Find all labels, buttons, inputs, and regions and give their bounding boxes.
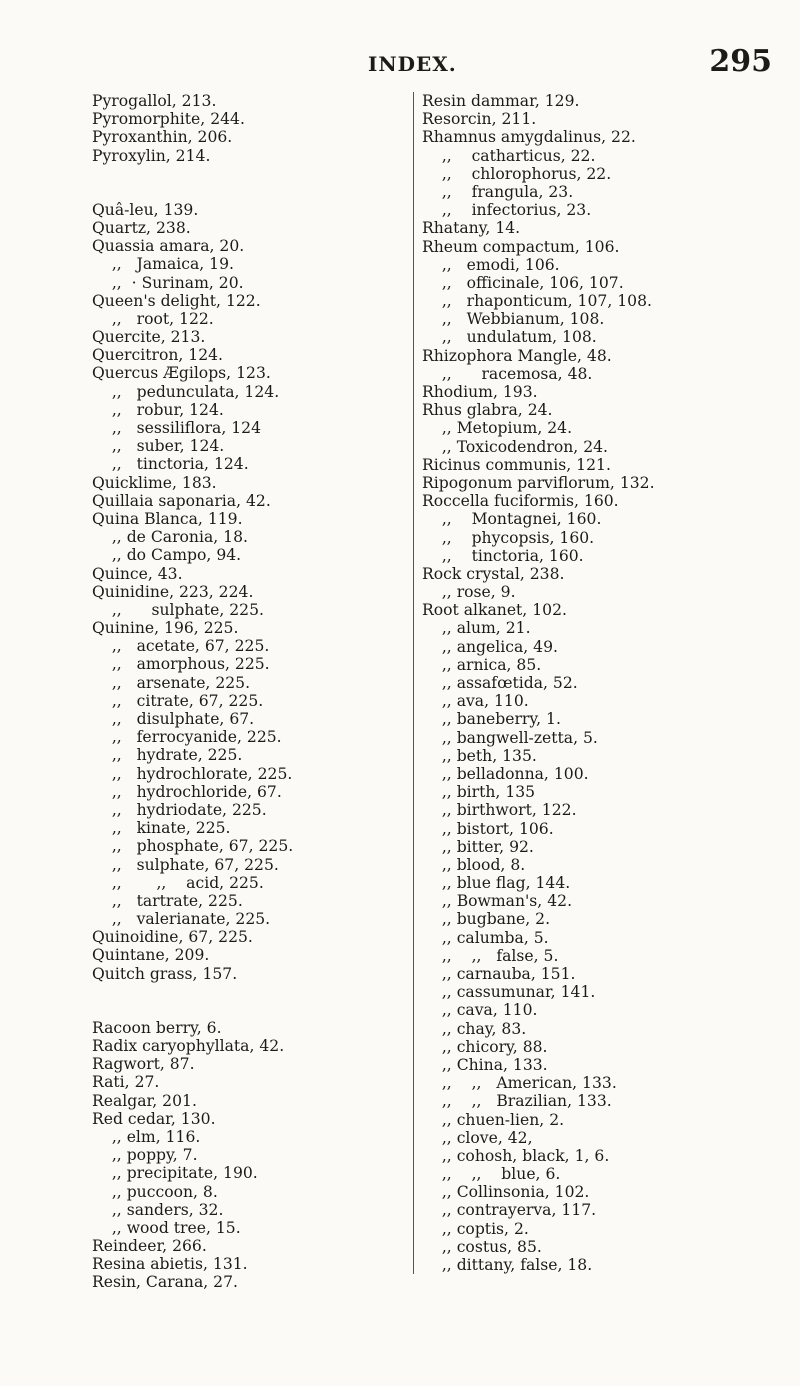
index-entry: ,, ,, blue, 6. (413, 1165, 793, 1183)
index-entry: Resin dammar, 129. (413, 92, 793, 110)
section-gap (92, 165, 402, 201)
index-entry: ,, valerianate, 225. (92, 910, 271, 929)
running-head: INDEX. (368, 52, 457, 76)
index-entry: ,, blue flag, 144. (413, 874, 793, 892)
index-entry: ,, baneberry, 1. (413, 710, 793, 728)
index-entry: ,, bugbane, 2. (413, 910, 793, 928)
index-entry: Rhizophora Mangle, 48. (413, 347, 793, 365)
index-entry: ,, costus, 85. (413, 1238, 793, 1256)
index-entry: ,, ,, Brazilian, 133. (413, 1092, 793, 1110)
index-entry: ,, blood, 8. (413, 856, 793, 874)
index-entry: ,, phycopsis, 160. (413, 529, 793, 547)
index-entry: Pyroxanthin, 206. (92, 128, 233, 147)
index-entry: ,, acetate, 67, 225. (92, 637, 270, 656)
index-entry: ,, catharticus, 22. (413, 147, 793, 165)
index-entry: Pyromorphite, 244. (92, 110, 245, 129)
index-entry: ,, tartrate, 225. (92, 891, 243, 910)
index-entry: ,, chay, 83. (413, 1020, 793, 1038)
index-entry: Quinidine, 223, 224. (92, 582, 254, 601)
index-entry: ,, bangwell-zetta, 5. (413, 729, 793, 747)
index-entry: ,, ,, false, 5. (413, 947, 793, 965)
index-entry: Rheum compactum, 106. (413, 238, 793, 256)
index-column-right (413, 92, 793, 1274)
index-entry: ,, elm, 116. (92, 1127, 201, 1146)
index-entry: ,, bitter, 92. (413, 838, 793, 856)
index-entry: ,, hydrochlorate, 225. (92, 764, 293, 783)
index-entry: ,, Webbianum, 108. (413, 310, 793, 328)
index-entry: ,, ava, 110. (413, 692, 793, 710)
index-entry: ,, hydrochloride, 67. (92, 782, 282, 801)
index-entry: ,, arnica, 85. (413, 656, 793, 674)
index-entry: Ripogonum parviflorum, 132. (413, 474, 793, 492)
index-entry: Ricinus communis, 121. (413, 456, 793, 474)
index-entry: ,, clove, 42, (413, 1129, 793, 1147)
index-entry: ,, poppy, 7. (92, 1146, 198, 1165)
index-entry: Quercus Ægilops, 123. (92, 364, 271, 383)
index-entry: ,, emodi, 106. (413, 256, 793, 274)
index-entry: ,, suber, 124. (92, 437, 225, 456)
index-entry: Quinine, 196, 225. (92, 619, 239, 638)
index-entry: ,, citrate, 67, 225. (92, 691, 264, 710)
index-column-left (92, 92, 402, 1292)
index-entry: ,, Toxicodendron, 24. (413, 438, 793, 456)
index-entry: ,, hydriodate, 225. (92, 800, 267, 819)
index-entry: ,, undulatum, 108. (413, 328, 793, 346)
index-entry: ,, tinctoria, 160. (413, 547, 793, 565)
index-entry: Resin, Carana, 27. (92, 1273, 238, 1292)
index-entry: ,, kinate, 225. (92, 819, 231, 838)
index-entry: Quintane, 209. (92, 946, 210, 965)
index-entry: ,, beth, 135. (413, 747, 793, 765)
index-entry: ,, birth, 135 (413, 783, 793, 801)
index-entry: ,, Collinsonia, 102. (413, 1183, 793, 1201)
index-entry: ,, root, 122. (92, 309, 214, 328)
index-entry: ,, cava, 110. (413, 1001, 793, 1019)
index-entry: ,, belladonna, 100. (413, 765, 793, 783)
index-entry: Quinoidine, 67, 225. (92, 928, 253, 947)
index-entry: ,, tinctoria, 124. (92, 455, 249, 474)
index-entry: Racoon berry, 6. (92, 1018, 222, 1037)
index-entry: Pyroxylin, 214. (92, 146, 211, 165)
index-entry: ,, hydrate, 225. (92, 746, 243, 765)
index-entry: ,, Montagnei, 160. (413, 510, 793, 528)
section-gap (92, 983, 402, 1019)
index-entry: Quassia amara, 20. (92, 237, 245, 256)
index-entry: ,, Bowman's, 42. (413, 892, 793, 910)
index-entry: Quina Blanca, 119. (92, 509, 243, 528)
index-entry: ,, ,, acid, 225. (92, 873, 264, 892)
index-entry: ,, ,, American, 133. (413, 1074, 793, 1092)
page-header (0, 44, 800, 84)
index-entry: ,, amorphous, 225. (92, 655, 270, 674)
index-entry: ,, bistort, 106. (413, 820, 793, 838)
index-entry: ,, do Campo, 94. (92, 546, 242, 565)
index-entry: Red cedar, 130. (92, 1109, 216, 1128)
index-entry: ,, carnauba, 151. (413, 965, 793, 983)
index-entry: Quercitron, 124. (92, 346, 224, 365)
index-entry: Resorcin, 211. (413, 110, 793, 128)
index-entry: ,, contrayerva, 117. (413, 1201, 793, 1219)
index-entry: ,, coptis, 2. (413, 1220, 793, 1238)
index-entry: Queen's delight, 122. (92, 291, 261, 310)
index-entry: ,, sanders, 32. (92, 1200, 224, 1219)
index-entry: ,, pedunculata, 124. (92, 382, 280, 401)
index-entry: ,, dittany, false, 18. (413, 1256, 793, 1274)
index-entry: Quitch grass, 157. (92, 964, 238, 983)
index-entry: Rhamnus amygdalinus, 22. (413, 128, 793, 146)
index-entry: Root alkanet, 102. (413, 601, 793, 619)
index-entry: Resina abietis, 131. (92, 1255, 248, 1274)
index-entry: ,, robur, 124. (92, 400, 224, 419)
index-entry: Quince, 43. (92, 564, 183, 583)
index-entry: ,, racemosa, 48. (413, 365, 793, 383)
index-entry: ,, assafœtida, 52. (413, 674, 793, 692)
index-entry: ,, frangula, 23. (413, 183, 793, 201)
index-entry: ,, sulphate, 225. (92, 600, 264, 619)
index-entry: ,, alum, 21. (413, 619, 793, 637)
index-entry: Rhodium, 193. (413, 383, 793, 401)
index-entry: ,, officinale, 106, 107. (413, 274, 793, 292)
index-entry: ,, arsenate, 225. (92, 673, 251, 692)
index-entry: ,, chuen-lien, 2. (413, 1111, 793, 1129)
index-entry: ,, cassumunar, 141. (413, 983, 793, 1001)
index-entry: Ragwort, 87. (92, 1055, 195, 1074)
index-entry: Rhus glabra, 24. (413, 401, 793, 419)
index-entry: Quillaia saponaria, 42. (92, 491, 271, 510)
index-entry: ,, · Surinam, 20. (92, 273, 244, 292)
index-entry: Quicklime, 183. (92, 473, 217, 492)
index-entry: Pyrogallol, 213. (92, 92, 217, 110)
index-entry: ,, precipitate, 190. (92, 1164, 258, 1183)
index-entry: Rock crystal, 238. (413, 565, 793, 583)
index-entry: ,, Metopium, 24. (413, 419, 793, 437)
index-entry: ,, birthwort, 122. (413, 801, 793, 819)
index-entry: Rhatany, 14. (413, 219, 793, 237)
index-entry: Reindeer, 266. (92, 1237, 207, 1256)
index-entry: ,, de Caronia, 18. (92, 528, 248, 547)
page-number: 295 (709, 44, 772, 79)
index-entry: ,, ferrocyanide, 225. (92, 728, 282, 747)
index-entry: ,, sulphate, 67, 225. (92, 855, 279, 874)
index-entry: ,, disulphate, 67. (92, 710, 255, 728)
index-entry: ,, cohosh, black, 1, 6. (413, 1147, 793, 1165)
index-entry: Realgar, 201. (92, 1091, 197, 1110)
index-entry: ,, angelica, 49. (413, 638, 793, 656)
index-entry: ,, Jamaica, 19. (92, 255, 234, 274)
index-entry: ,, rhaponticum, 107, 108. (413, 292, 793, 310)
index-entry: Rati, 27. (92, 1073, 160, 1092)
index-entry: Quâ-leu, 139. (92, 200, 199, 219)
index-entry: ,, puccoon, 8. (92, 1182, 218, 1201)
index-entry: Quartz, 238. (92, 218, 191, 237)
index-entry: ,, chicory, 88. (413, 1038, 793, 1056)
index-entry: ,, phosphate, 67, 225. (92, 837, 294, 856)
index-entry: Roccella fuciformis, 160. (413, 492, 793, 510)
index-entry: Radix caryophyllata, 42. (92, 1037, 285, 1055)
index-entry: Quercite, 213. (92, 328, 206, 347)
index-entry: ,, wood tree, 15. (92, 1218, 241, 1237)
index-entry: ,, sessiliflora, 124 (92, 419, 262, 437)
index-entry: ,, infectorius, 23. (413, 201, 793, 219)
index-entry: ,, China, 133. (413, 1056, 793, 1074)
index-entry: ,, rose, 9. (413, 583, 793, 601)
index-entry: ,, chlorophorus, 22. (413, 165, 793, 183)
index-entry: ,, calumba, 5. (413, 929, 793, 947)
